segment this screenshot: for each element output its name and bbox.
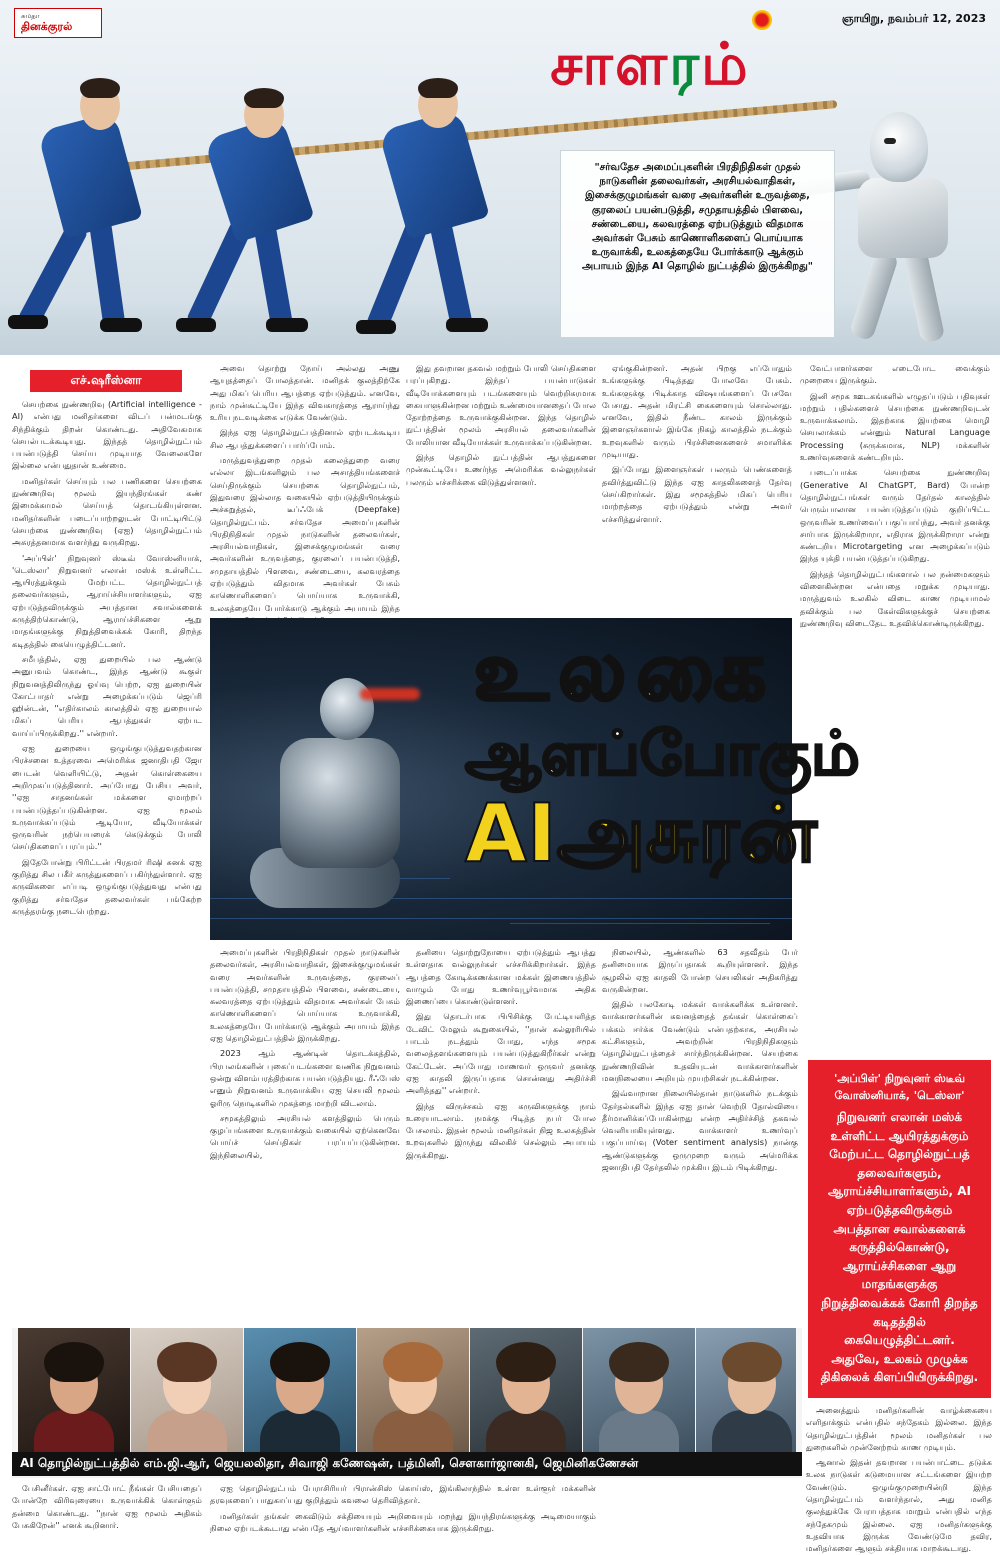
paragraph: இந்த தொழில் நுட்பத்தின் ஆபத்துகளை முன்கூட்டியே உணர்ந்த அமெரிக்க வல்லுநர்கள் பலரும் எச்சரிக்கை விடுத்துள்ளனர்.	[406, 452, 596, 487]
photo-jayalalithaa[interactable]	[131, 1328, 243, 1452]
paragraph: சமூகத்திலும் அரசியல் களத்திலும் பெரும் குழப்பங்களை உருவாக்கும் வகையில் ஏற்கெனவே பொய்ச் செய்திகள் பரப்பப்படுகின்றன. இந்நிலையில்,	[210, 1112, 400, 1160]
paragraph: இந்தத் தொழில்நுட்பங்களால் பல நன்மைகளும் விளைகின்றன என்பதை மறுக்க முடியாது. மருத்துவம் உலகில் விடை காண முடியாமல் தவிக்கும் பல கேள்விகளுக்குச் செயற்கை நுண்ணறிவு விடைதேட உதவிக்கொண்டிருக்கிறது.	[800, 568, 990, 628]
photo-mgr[interactable]	[18, 1328, 130, 1452]
headline-line-1: உலகை	[473, 624, 777, 719]
callout-body: நிறுவனர் எலான் மஸ்க் உள்ளிட்ட ஆயிரத்துக்கும் மேற்பட்ட தொழில்நுட்பத் தலைவர்களும், ஆராய்ச்சியாளர்களும், AI ஏற்படுத்தவிருக்கும் அபத்தான சவால்களைக் கருத்தில்கொண்டு, ஆராய்ச்சிகளை ஆறு மாதங்களுக்கு நிறுத்திவைக்கக் கோரி திறந்த கடிதத்தில் கையெழுத்திட்டனர். அதுவே, உலகம் முழுக்க திகிலைக் கிளப்பியிருக்கிறது.	[820, 1110, 979, 1385]
title-letter: ர	[669, 29, 702, 98]
article-column-5	[800, 362, 990, 1052]
paragraph: ஆனால் இதன் தவறான பயன்பாட்டை தடுக்க உலக நாடுகள் கடுமையான சட்டங்களை இயற்ற வேண்டும். ஒழுங்குமுறையின்றி இந்த தொழில்நுட்பம் வளர்ந்தால், அது மனித குலத்துக்கே பேராபத்தாக மாறும் என்பதில் எந்த சந்தேகமும் இல்லை. ஏஐ மனிதர்களுக்கு உதவியாக இருக்க வேண்டுமே தவிர, மனிதர்களை ஆளும் சக்தியாக மாறக்கூடாது.	[806, 1457, 992, 1554]
paragraph: மருத்துவத்துறை முதல் கலைத்துறை வரை எல்லா இடங்களிலும் பல அசாத்தியங்களைச் செய்திருக்கும் செயற்கை தொழில்நுட்பம், இதுவரை இல்லாத வகையில் ஏற்படுத்தியிருக்கும் அச்சுறுத்தல், டீப்ஃபேக் (Deepfake) தொழில்நுட்பம். சர்வதேச அமைப்புகளின் பிரதிநிதிகள் முதல் நாடுகளின் தலைவர்கள், அரசியல்வாதிகள், இசைக்குழுமங்கள் வரை அவர்களின் உருவத்தை, குரலைப் பயன்படுத்தி, சமுதாயத்தில் பிளவை, சண்டையை, கலவரத்தை ஏற்படுத்தும் விதமாக அவர்கள் பேசும் காணொளிகளைப் பொய்யாக உருவாக்கி, உலகத்தையே போர்க்காடு ஆக்கும் அபாயம் இந்த	[210, 455, 400, 613]
headline-word: அசுரன்	[556, 786, 817, 880]
paragraph: ஏஐ தொழில்நுட்பம் பேராசிரியர் பிரான்சிஸ் கொய்ஸ், இங்கிலாந்தில் உள்ள உள்ளூர் மக்களின் தரவுகளைப் பாதுகாப்பது குறித்தும் கவலை தெரிவித்தார்.	[210, 1483, 596, 1506]
photo-sowcar-janaki[interactable]	[470, 1328, 582, 1452]
paragraph: ஏங்குகின்றனர். அதன் பிறகு எப்போதும் உங்களுக்கு பிடித்தது போலவே பேசும். உங்களுக்கு பிடிக்காத விஷயங்களைப் பேசவே பேசாது. அதன் மிரட்சி கைகளையும் சொல்லாது. எனவே, இதில் நீண்ட காலம் இருக்கும் இளைஞர்களால் இங்கே நிகழ் காலத்தில் நடக்கும் உறவுகளில் வரும் பிரச்சினைகளைச் சமாளிக்க முடியாது.	[602, 363, 792, 460]
issue-date: ஞாயிறு, நவம்பர் 12, 2023	[841, 12, 986, 25]
title-letter: ள	[614, 29, 670, 98]
paragraph: இப்போது இளைஞர்கள் பலரும் பெண்களைத் தவிர்த்துவிட்டு இந்த ஏஐ காதலிகளைத் தேர்வு செய்கிறார்கள். இது சமூகத்தில் மிகப் பெரிய மாற்றத்தை ஏற்படுத்தும் என்று அவர் எச்சரித்துள்ளார்.	[602, 464, 792, 524]
paragraph: 'அப்பிள்' நிறுவுனர் ஸ்டீவ் வோஸ்னியாக், 'டெஸ்லா' நிறுவனர் எலான் மஸ்க் உள்ளிட்ட ஆயிரத்துக்கும் மேற்பட்ட தொழில்நுட்பத் தலைவர்களும், ஆராய்ச்சியாளர்களும், ஏஐ ஏற்படுத்தவிருக்கும் அபத்தான சவால்களைக் கருத்திற்கொண்டு, ஆராய்ச்சிகளை ஆறு மாதங்களுக்கு நிறுத்திவைக்கக் கோரி, திறந்த கடிதத்தில் கையெழுத்திட்டனர்.	[12, 552, 202, 649]
article-column-2	[210, 362, 400, 614]
article-column-3	[406, 362, 596, 614]
lower-column-2	[210, 946, 400, 1322]
lower-column-1	[12, 1482, 202, 1538]
photo-gemini-ganesan[interactable]	[583, 1328, 695, 1452]
paragraph: மனிதர்கள் தங்கள் கைவிடும் சக்தியையும் அறிவையும் மறந்து இயந்திரங்களுக்கு அடிமையாகும் நிலை ஏற்படக்கூடாது என்பதே ஆய்வாளர்களின் எச்சரிக்கையாக இருக்கிறது.	[210, 1510, 596, 1533]
paragraph: சமீபத்தில், ஏஐ துறையில் பல ஆண்டு அனுபவம் கொண்ட, இந்த ஆண்டு கூகுள் நிறுவனத்திலிருந்து ஓய்வு பெற்ற, ஏஐ துறையின் கோட்பாதர் என்று அழைக்கப்படும் ஜெப்ரி ஹின்டன், ''எதிர்காலம் காலத்தில் ஏஐ துறையால் மிகப் பெரிய ஆபத்துகள் ஏற்பட வாய்ப்பிருக்கிறது.'' என்றார்.	[12, 653, 202, 738]
sun-icon	[752, 10, 772, 30]
paragraph: இந்த ஏஐ தொழில்நுட்பத்தினால் ஏற்படக்கூடிய சில ஆபத்துக்களைப் பார்ப்போம்.	[210, 427, 400, 450]
photo-extra[interactable]	[696, 1328, 796, 1452]
feature-title	[465, 624, 860, 880]
author-byline: எச்.ஷரீஸ்னா	[30, 370, 182, 392]
paragraph: நிலையில், ஆண்களில் 63 சதவீதம் பேர் தனிமையாக இருப்பதாகக் கூறியுள்ளனர். இந்த சூழலில் ஏஐ காதலி போன்ற செயலிகள் அதிகரித்து வருகின்றன.	[602, 947, 798, 994]
article-column-1	[12, 398, 202, 1328]
paragraph: அனைத்தும் மனிதர்களின் வாழ்க்கையை எளிதாக்கும் என்பதில் சந்தேகம் இல்லை. இந்த தொழில்நுட்பத்தின் மூலம் மனிதர்கள் பல துறைகளில் முன்னேற்றம் காண முடியும்.	[806, 1405, 992, 1452]
paragraph: செயற்கை நுண்ணறிவு (Artificial intelligence - AI) என்பது மனிதர்களை விடப் பன்மடங்கு சிந்திக்கும் திறன் கொண்டது. அதிவேகமாக செயல்படக்கூடியது. இந்தத் தொழில்நுட்பம் பயன்படுத்தி செய்ய முடியாத வேலைகளே இல்லை என்பதுதான் உண்மை.	[12, 399, 202, 471]
paragraph: ஏஐ துறையை ஒழுங்குபடுத்துவதற்கான பிரச்சனை உத்தரவை அமெரிக்க ஜனாதிபதி ஜோ பைடன் வெளியிட்டு, அதன் கொள்கையை அறிமுகப்படுத்தினார். அப்போது பேசிய அவர், ''ஏஐ சாதனங்கள் மக்களை ஏமாற்றப் பயன்படுத்தப்படுகின்றன. ஏஐ மூலம் உருவாக்கப்படும் ஆடியோ, வீடியோக்கள் ஒருவரின் நற்பெயரைக் கெடுக்கும் போலி செய்திகளைப் பரப்பும்.''	[12, 743, 202, 852]
headline-line-3	[465, 786, 817, 880]
paragraph: பேசினீர்கள். ஏஐ சாட்போட் நீங்கள் பேசியதைப் போன்றே விரிவுரையை உருவாக்கிக் கொள்ளும் தன்மை கொண்டது. ''நான் ஏஐ மூலம் அதிகம் பேசுகிறேன்'' எனக் கூறினார்.	[12, 1483, 202, 1530]
paragraph: தனியை தொற்றுநோயை ஏற்படுத்தும் ஆபத்து உள்ளதாக வல்லுநர்கள் எச்சரிக்கிறார்கள். இந்த ஆபத்தை கோடிக்கணக்கான மக்கள் இணையத்தில் வாழும் போது உணர்வுபூர்வமாக அதிக இணைப்பை கொண்டுள்ளனர்.	[406, 947, 596, 1007]
paragraph: வேட்பாளர்களை எடைபோட வைக்கும் முறையை இருக்கும்.	[800, 363, 990, 386]
paragraph: இவ்வாறான நிலையில்தான் நாடுகளில் நடக்கும் தேர்தல்களில் இந்த ஏஐ தான் வெற்றி தோல்வியை தீர்மானிக்கப்போகின்றது என்ற அதிர்ச்சித் தகவல் வெளியாகியுள்ளது. வாக்காளர் உணர்வுப் பகுப்பாய்வு (Voter sentiment analysis) நான்கு ஆண்டுகளுக்கு ஒருமுறை வரும் அமெரிக்க ஜனாதிபதி தேர்தலில் முக்கிய இடம் பிடிக்கிறது.	[602, 1088, 798, 1173]
photo-caption: AI தொழில்நுட்பத்தில் எம்.ஜி.ஆர், ஜெயலலிதா, சிவாஜி கணேஷன், பத்மினி, சௌகார்ஜானகி, ஜெமினிகணேசன்	[12, 1452, 802, 1476]
paragraph: படைப்பாக்க செயற்கை நுண்ணறிவு (Generative AI ChatGPT, Bard) போன்ற தொழில்நுட்பங்கள் வரும் தேர்தல் காலத்தில் பெரும்பாலான பயன்படுத்தப்படும் குறிப்பிட்ட ஒருவரின் உணர்வைப் பகுப்பாய்ந்து, அவர் தனக்கு சார்பாக இருக்கிறாரா, எதிராக இருக்கிறாரா என்று கண்டறிய Microtargeting என அழைக்கப்படும் இந்த யுக்தி பயன்படுத்தப்படுகிறது.	[800, 467, 990, 564]
photo-padmini[interactable]	[357, 1328, 469, 1452]
header-banner	[0, 0, 1000, 355]
highlight-callout	[808, 1060, 991, 1398]
paragraph: இனி சமூக ஊடகங்களில் எழுதப்படும் பதிவுகள் மற்றும் பதில்களைச் செயற்கை நுண்ணறிவுடன் உருவாக்கலாம். இதற்காக இயற்கை மொழி செயலாக்கம் என்னும் Natural Language Processing (சுருக்கமாக, NLP) மக்களின் உணர்வுகளைக் கண்டறியும்.	[800, 390, 990, 463]
paragraph: இந்த விருச்சகம் ஏஐ கருவிகளுக்கு நாம் உரையாடலாம். நமக்கு பிடித்த நபர் போல பேசலாம். இதன் மூலம் மனிதர்கள் நிஜ உலகத்தின் உறவுகளில் இருந்து விலகிச் செல்லும் அபாயம் இருக்கிறது.	[406, 1100, 596, 1160]
headline-line-2: ஆளப்போகும்	[465, 718, 860, 789]
title-letter: சா	[550, 29, 615, 98]
newspaper-logo[interactable]: சுமதா தினக்குரல்	[14, 8, 102, 38]
paragraph: இது தவறான தகவல் மற்றும் போலி செய்திகளை பரப்புகிறது. இந்தப் பயன்பாடுகள் வீடியோக்களையும் படங்களையும் வெற்றிகரமாக கையாளுகின்றன மற்றும் உண்மையானதைப் போல தோற்றத்தை உருவாக்குகின்றன. இந்த தொழில் நுட்பத்தின் மூலம் அரசியல் தலைவர்களின் போலியான வீடியோக்கள் உருவாக்கப்படுகின்றன.	[406, 363, 596, 447]
paragraph: அமைப்புகளின் பிரதிநிதிகள் முதல் நாடுகளின் தலைவர்கள், அரசியல்வாதிகள், இசைக்குழுமங்கள் வரை அவர்களின் உருவத்தை, குரலைப் பயன்படுத்தி, சமுதாயத்தில் பிளவை, சண்டையை, கலவரத்தை ஏற்படுத்தும் விதமாக அவர்கள் பேசும் காணொளிகளைப் பொய்யாக உருவாக்கி, உலகத்தையே போர்க்காடு ஆக்கும் அபாயம் இந்த ஏஐ தொழில்நுட்பத்தில் இருக்கிறது.	[210, 947, 400, 1044]
lower-column-2b	[210, 1482, 596, 1538]
feature-headline-panel	[210, 618, 860, 940]
title-letter: ம்	[701, 29, 750, 98]
paragraph: இதேபோன்று பிரிட்டன் பிரதமர் ரிஷி சுனக் ஏஐ குறித்து சில பகீர் கருத்துகளைப் பகிர்ந்துள்ளார். ஏஐ கருவிகளை எப்படி ஒழுங்குபடுத்துவது என்பது குறித்து சர்வதேச தலைவர்கள் பங்கேற்ற கருத்தரங்கு நடைபெற்றது.	[12, 856, 202, 916]
article-column-4	[602, 362, 792, 614]
paragraph: அவை தொற்று நோய் அல்லது அணு ஆயுதத்தைப் போலத்தான். மனிதக் குலத்திற்கே அது மிகப் பெரிய ஆபத்தை ஏற்படுத்தும். எனவே, நாம் முன்கூட்டியே இந்த விவகாரத்தை ஆராய்ந்து உரிய நடவடிக்கை எடுக்க வேண்டும்.	[210, 363, 400, 423]
paragraph: இதில் பலகோடி மக்கள் வாக்களிக்க உள்ளனர். வாக்காளர்களின் கவனத்தைத் தங்கள் கொள்கைப் பக்கம் ஈர்க்க வேண்டும் என்பதற்காக, அரசியல் கட்சிகளும், அவற்றின் பிரதிநிதிகளும் தொழில்நுட்பத்தைச் சார்ந்திருக்கின்றன. செயற்கை நுண்ணறிவின் உதவியுடன் வாக்காளர்களின் மனநிலையை அறியும் முயற்சிகள் நடக்கின்றன.	[602, 999, 798, 1083]
photo-sivaji[interactable]	[244, 1328, 356, 1452]
paragraph: மனிதர்கள் செய்யும் பல பணிகளை செயற்கை நுண்ணறிவு மூலம் இயந்திரங்கள் கண் இமைக்காமல் செய்யத் தொடங்கியுள்ளன. மனிதர்களின் படைப்பாற்றலுடன் போட்டியிட்டு செயற்கை நுண்ணறிவு (ஏஐ) தொழில்நுட்பம் அசுரத்தனமாக வளர்ந்து வருகிறது.	[12, 475, 202, 548]
callout-heading: 'அப்பிள்' நிறுவுனர் ஸ்டீவ் வோஸ்னியாக், 'டெஸ்லா'	[833, 1072, 966, 1103]
lower-column-5	[806, 1404, 992, 1554]
paragraph: 2023 ஆம் ஆண்டின் தொடக்கத்தில், பிரபலங்களின் புகைப்படங்களை வணிக நிறுவனம் ஒன்று விளம்பரத்திற்காக பயன்படுத்தியது. ரீஃபேஸ் எனும் நிறுவனம் உருவாக்கிய ஏஐ செயலி மூலம் ஓரிரு நொடிகளில் முகத்தை மாற்றி விடலாம்.	[210, 1048, 400, 1108]
lower-column-3	[406, 946, 596, 1322]
supplement-title	[490, 30, 810, 105]
headline-ai: AI	[465, 786, 557, 880]
pull-quote: "சர்வதேச அமைப்புகளின் பிரதிநிதிகள் முதல் நாடுகளின் தலைவர்கள், அரசியல்வாதிகள், இசைக்குழுமங்கள் வரை அவர்களின் உருவத்தை, குரலைப் பயன்படுத்தி, சமுதாயத்தில் பிளவை, சண்டையை, கலவரத்தை ஏற்படுத்தும் விதமாக அவர்கள் பேசும் காணொளிகளைப் பொய்யாக உருவாக்கி, உலகத்தையே போர்க்காடு ஆக்கும் அபாயம் இந்த AI தொழில் நுட்பத்தில் இருக்கிறது"	[560, 150, 835, 338]
paragraph: இது தொடர்பாக பிபிசிக்கு பேட்டியளித்த டேவிட் மேலும் கூறுகையில், ''நான் கல்லூரியில் பாடம் நடத்தும் போது, எந்த சமூக வலைத்தளங்களையும் பயன்படுத்துகிறீர்கள் என்று கேட்டேன். அப்போது மாணவர் ஒருவர் தனக்கு ஏஐ காதலி இருப்பதாக சொன்னது அதிர்ச்சி அளித்தது'' என்றார்.	[406, 1011, 596, 1096]
